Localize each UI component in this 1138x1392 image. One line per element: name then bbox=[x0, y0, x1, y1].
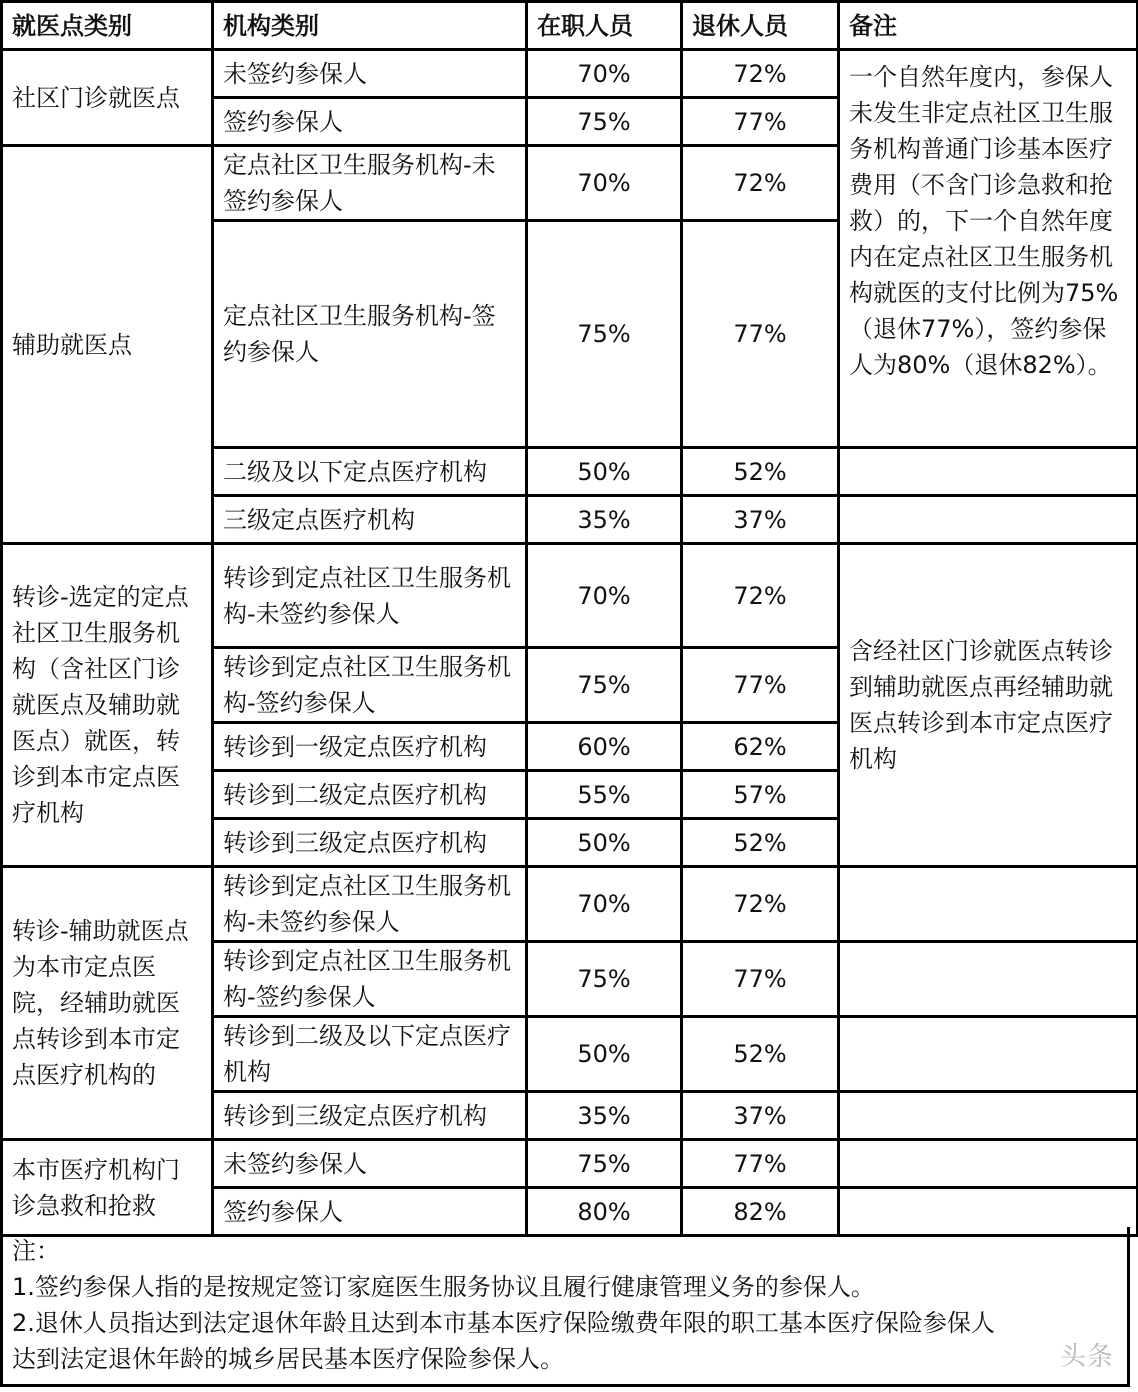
category-cell: 本市医疗机构门诊急救和抢救 bbox=[2, 1140, 213, 1236]
retired-rate: 52% bbox=[682, 1017, 839, 1092]
remark-empty bbox=[839, 1140, 1138, 1188]
employed-rate: 75% bbox=[527, 648, 682, 723]
remark-referral: 含经社区门诊就医点转诊到辅助就医点再经辅助就医点转诊到本市定点医疗机构 bbox=[839, 544, 1138, 867]
retired-rate: 77% bbox=[682, 1140, 839, 1188]
watermark-logo: 头条 bbox=[1059, 1342, 1114, 1372]
institution-cell: 转诊到定点社区卫生服务机构-未签约参保人 bbox=[213, 867, 527, 942]
header-remarks: 备注 bbox=[839, 2, 1138, 50]
retired-rate: 52% bbox=[682, 448, 839, 496]
remark-empty bbox=[839, 1092, 1138, 1140]
institution-cell: 未签约参保人 bbox=[213, 50, 527, 98]
institution-cell: 三级定点医疗机构 bbox=[213, 496, 527, 544]
institution-cell: 签约参保人 bbox=[213, 1188, 527, 1236]
institution-cell: 转诊到一级定点医疗机构 bbox=[213, 723, 527, 771]
institution-cell: 未签约参保人 bbox=[213, 1140, 527, 1188]
table-row bbox=[2, 50, 1138, 98]
institution-cell: 定点社区卫生服务机构-未签约参保人 bbox=[213, 146, 527, 221]
institution-cell: 转诊到定点社区卫生服务机构-未签约参保人 bbox=[213, 544, 527, 648]
retired-rate: 72% bbox=[682, 544, 839, 648]
employed-rate: 75% bbox=[527, 1140, 682, 1188]
employed-rate: 75% bbox=[527, 221, 682, 448]
retired-rate: 57% bbox=[682, 771, 839, 819]
category-cell: 转诊-辅助就医点为本市定点医院，经辅助就医点转诊到本市定点医疗机构的 bbox=[2, 867, 213, 1140]
employed-rate: 75% bbox=[527, 98, 682, 146]
remark-community: 一个自然年度内，参保人未发生非定点社区卫生服务机构普通门诊基本医疗费用（不含门诊急救和抢救）的，下一个自然年度内在定点社区卫生服务机构就医的支付比例为75%（退休77%），签约参保人为80%（退休82%）。 bbox=[839, 50, 1138, 448]
institution-cell: 转诊到定点社区卫生服务机构-签约参保人 bbox=[213, 942, 527, 1017]
footnotes bbox=[0, 1227, 1130, 1387]
header-employed: 在职人员 bbox=[527, 2, 682, 50]
retired-rate: 82% bbox=[682, 1188, 839, 1236]
employed-rate: 35% bbox=[527, 1092, 682, 1140]
header-category: 就医点类别 bbox=[2, 2, 213, 50]
remark-empty bbox=[839, 942, 1138, 1017]
employed-rate: 50% bbox=[527, 1017, 682, 1092]
retired-rate: 37% bbox=[682, 496, 839, 544]
footnote-item: 2.退休人员指达到法定退休年龄且达到本市基本医疗保险缴费年限的职工基本医疗保险参保人 bbox=[12, 1309, 995, 1337]
institution-cell: 转诊到二级定点医疗机构 bbox=[213, 771, 527, 819]
header-retired: 退休人员 bbox=[682, 2, 839, 50]
employed-rate: 80% bbox=[527, 1188, 682, 1236]
employed-rate: 60% bbox=[527, 723, 682, 771]
header-institution: 机构类别 bbox=[213, 2, 527, 50]
retired-rate: 77% bbox=[682, 98, 839, 146]
category-cell: 转诊-选定的定点社区卫生服务机构（含社区门诊就医点及辅助就医点）就医，转诊到本市定点医疗机构 bbox=[2, 544, 213, 867]
institution-cell: 转诊到定点社区卫生服务机构-签约参保人 bbox=[213, 648, 527, 723]
category-cell: 辅助就医点 bbox=[2, 146, 213, 544]
footnote-item: 1.签约参保人指的是按规定签订家庭医生服务协议且履行健康管理义务的参保人。 bbox=[12, 1273, 875, 1301]
employed-rate: 70% bbox=[527, 867, 682, 942]
institution-cell: 签约参保人 bbox=[213, 98, 527, 146]
employed-rate: 70% bbox=[527, 50, 682, 98]
remark-empty bbox=[839, 448, 1138, 496]
retired-rate: 77% bbox=[682, 648, 839, 723]
retired-rate: 62% bbox=[682, 723, 839, 771]
retired-rate: 72% bbox=[682, 867, 839, 942]
employed-rate: 75% bbox=[527, 942, 682, 1017]
table-row bbox=[2, 867, 1138, 942]
institution-cell: 转诊到三级定点医疗机构 bbox=[213, 819, 527, 867]
employed-rate: 50% bbox=[527, 448, 682, 496]
table-row bbox=[2, 1140, 1138, 1188]
institution-cell: 定点社区卫生服务机构-签约参保人 bbox=[213, 221, 527, 448]
employed-rate: 55% bbox=[527, 771, 682, 819]
footnote-title: 注： bbox=[12, 1237, 60, 1265]
institution-cell: 二级及以下定点医疗机构 bbox=[213, 448, 527, 496]
remark-empty bbox=[839, 1017, 1138, 1092]
employed-rate: 70% bbox=[527, 544, 682, 648]
retired-rate: 52% bbox=[682, 819, 839, 867]
institution-cell: 转诊到三级定点医疗机构 bbox=[213, 1092, 527, 1140]
header-row bbox=[2, 2, 1138, 50]
employed-rate: 50% bbox=[527, 819, 682, 867]
category-cell: 社区门诊就医点 bbox=[2, 50, 213, 146]
employed-rate: 70% bbox=[527, 146, 682, 221]
retired-rate: 72% bbox=[682, 146, 839, 221]
remark-empty bbox=[839, 867, 1138, 942]
footnote-item: 达到法定退休年龄的城乡居民基本医疗保险参保人。 bbox=[12, 1345, 564, 1373]
retired-rate: 37% bbox=[682, 1092, 839, 1140]
institution-cell: 转诊到二级及以下定点医疗机构 bbox=[213, 1017, 527, 1092]
retired-rate: 77% bbox=[682, 942, 839, 1017]
remark-empty bbox=[839, 496, 1138, 544]
retired-rate: 77% bbox=[682, 221, 839, 448]
employed-rate: 35% bbox=[527, 496, 682, 544]
table-row bbox=[2, 544, 1138, 648]
retired-rate: 72% bbox=[682, 50, 839, 98]
